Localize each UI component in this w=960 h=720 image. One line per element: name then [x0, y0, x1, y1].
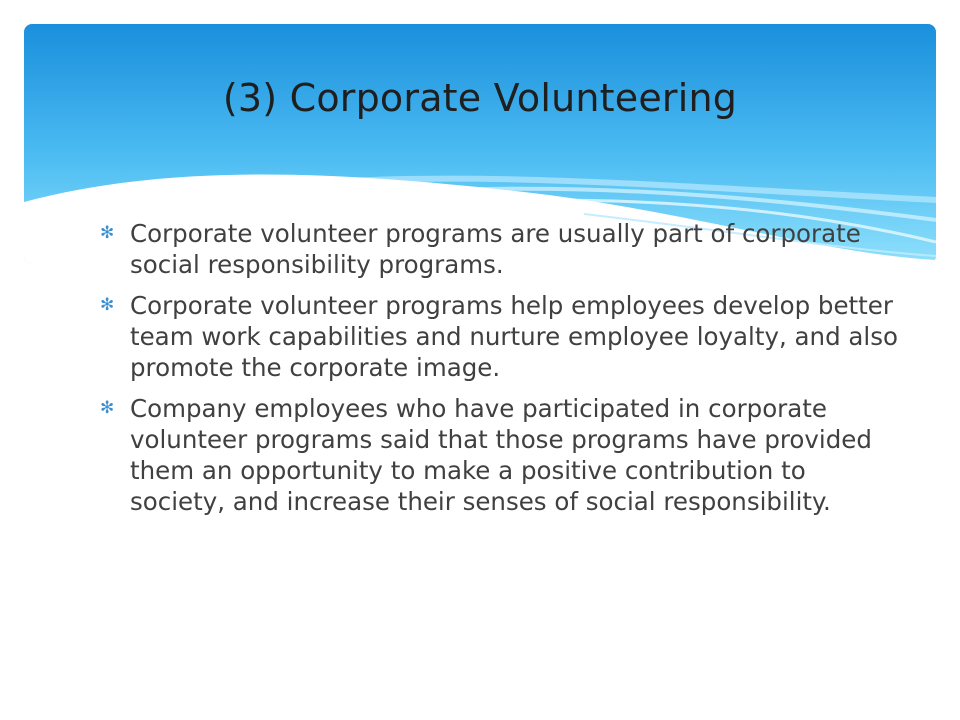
asterisk-bullet-icon: ✻	[100, 398, 115, 418]
bullet-text: Corporate volunteer programs are usually part of corporate social responsibility programs.	[130, 219, 861, 279]
asterisk-bullet-icon: ✻	[100, 295, 115, 315]
bullet-list	[100, 218, 900, 527]
asterisk-bullet-icon: ✻	[100, 223, 115, 243]
bullet-text: Corporate volunteer programs help employees develop better team work capabilities and nurture employee loyalty, and also promote the corporate image.	[130, 291, 898, 382]
slide-title: (3) Corporate Volunteering	[222, 76, 738, 120]
list-item	[100, 393, 900, 517]
list-item	[100, 290, 900, 383]
list-item	[100, 218, 900, 280]
bullet-text: Company employees who have participated in corporate volunteer programs said that those programs have provided them an opportunity to make a positive contribution to society, and increase their senses of social responsibility.	[130, 394, 872, 516]
